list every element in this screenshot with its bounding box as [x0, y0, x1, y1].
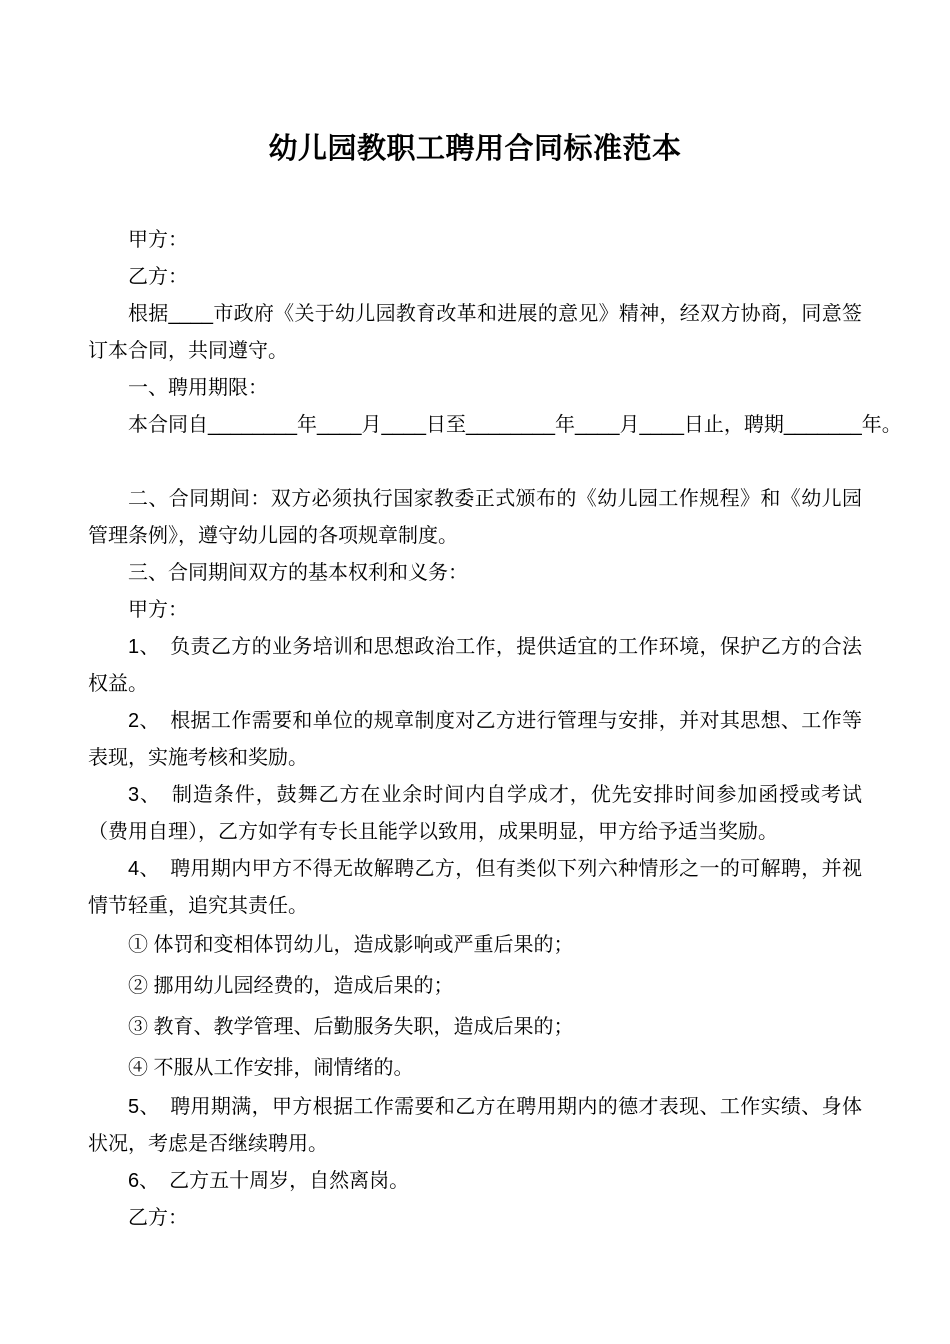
- party-a-item-4: 4、 聘用期内甲方不得无故解聘乙方，但有类似下列六种情形之一的可解聘，并视情节轻重，追究其责任。: [88, 858, 862, 917]
- section-1-heading: 一、聘用期限：: [128, 377, 268, 399]
- document-title: 幼儿园教职工聘用合同标准范本: [268, 133, 682, 165]
- document-body: [88, 222, 902, 1237]
- party-a-item-2: 2、 根据工作需要和单位的规章制度对乙方进行管理与安排，并对其思想、工作等表现，实施考核和奖励。: [88, 710, 862, 769]
- blank-line: [88, 444, 862, 481]
- party-a-item-3: 3、 制造条件，鼓舞乙方在业余时间内自学成才，优先安排时间参加函授或考试（费用自理），乙方如学有专长且能学以致用，成果明显，甲方给予适当奖励。: [88, 784, 862, 843]
- party-b-label: 乙方：: [128, 266, 188, 288]
- party-a-item-1: 1、 负责乙方的业务培训和思想政治工作，提供适宜的工作环境，保护乙方的合法权益。: [88, 636, 862, 695]
- dismissal-case-3: ③ 教育、教学管理、后勤服务失职，造成后果的；: [128, 1016, 574, 1038]
- party-a-item-6: 6、 乙方五十周岁，自然离岗。: [128, 1170, 410, 1192]
- preamble-paragraph: 根据____市政府《关于幼儿园教育改革和进展的意见》精神，经双方协商，同意签订本合同，共同遵守。: [88, 303, 862, 362]
- party-b-duties-label: 乙方：: [128, 1207, 188, 1229]
- section-2-paragraph: 二、合同期间：双方必须执行国家教委正式颁布的《幼儿园工作规程》和《幼儿园管理条例》，遵守幼儿园的各项规章制度。: [88, 488, 862, 547]
- party-a-duties-label: 甲方：: [128, 599, 188, 621]
- party-a-item-5: 5、 聘用期满，甲方根据工作需要和乙方在聘用期内的德才表现、工作实绩、身体状况，考虑是否继续聘用。: [88, 1096, 862, 1155]
- dismissal-case-1: ① 体罚和变相体罚幼儿，造成影响或严重后果的；: [128, 934, 574, 956]
- dismissal-case-2: ② 挪用幼儿园经费的，造成后果的；: [128, 975, 454, 997]
- dismissal-case-4: ④ 不服从工作安排，闹情绪的。: [128, 1057, 414, 1079]
- section-3-heading: 三、合同期间双方的基本权利和义务：: [128, 562, 468, 584]
- contract-term-line: 本合同自________年____月____日至________年____月____日止，聘期_______年。: [128, 414, 902, 436]
- party-a-label: 甲方：: [128, 229, 188, 251]
